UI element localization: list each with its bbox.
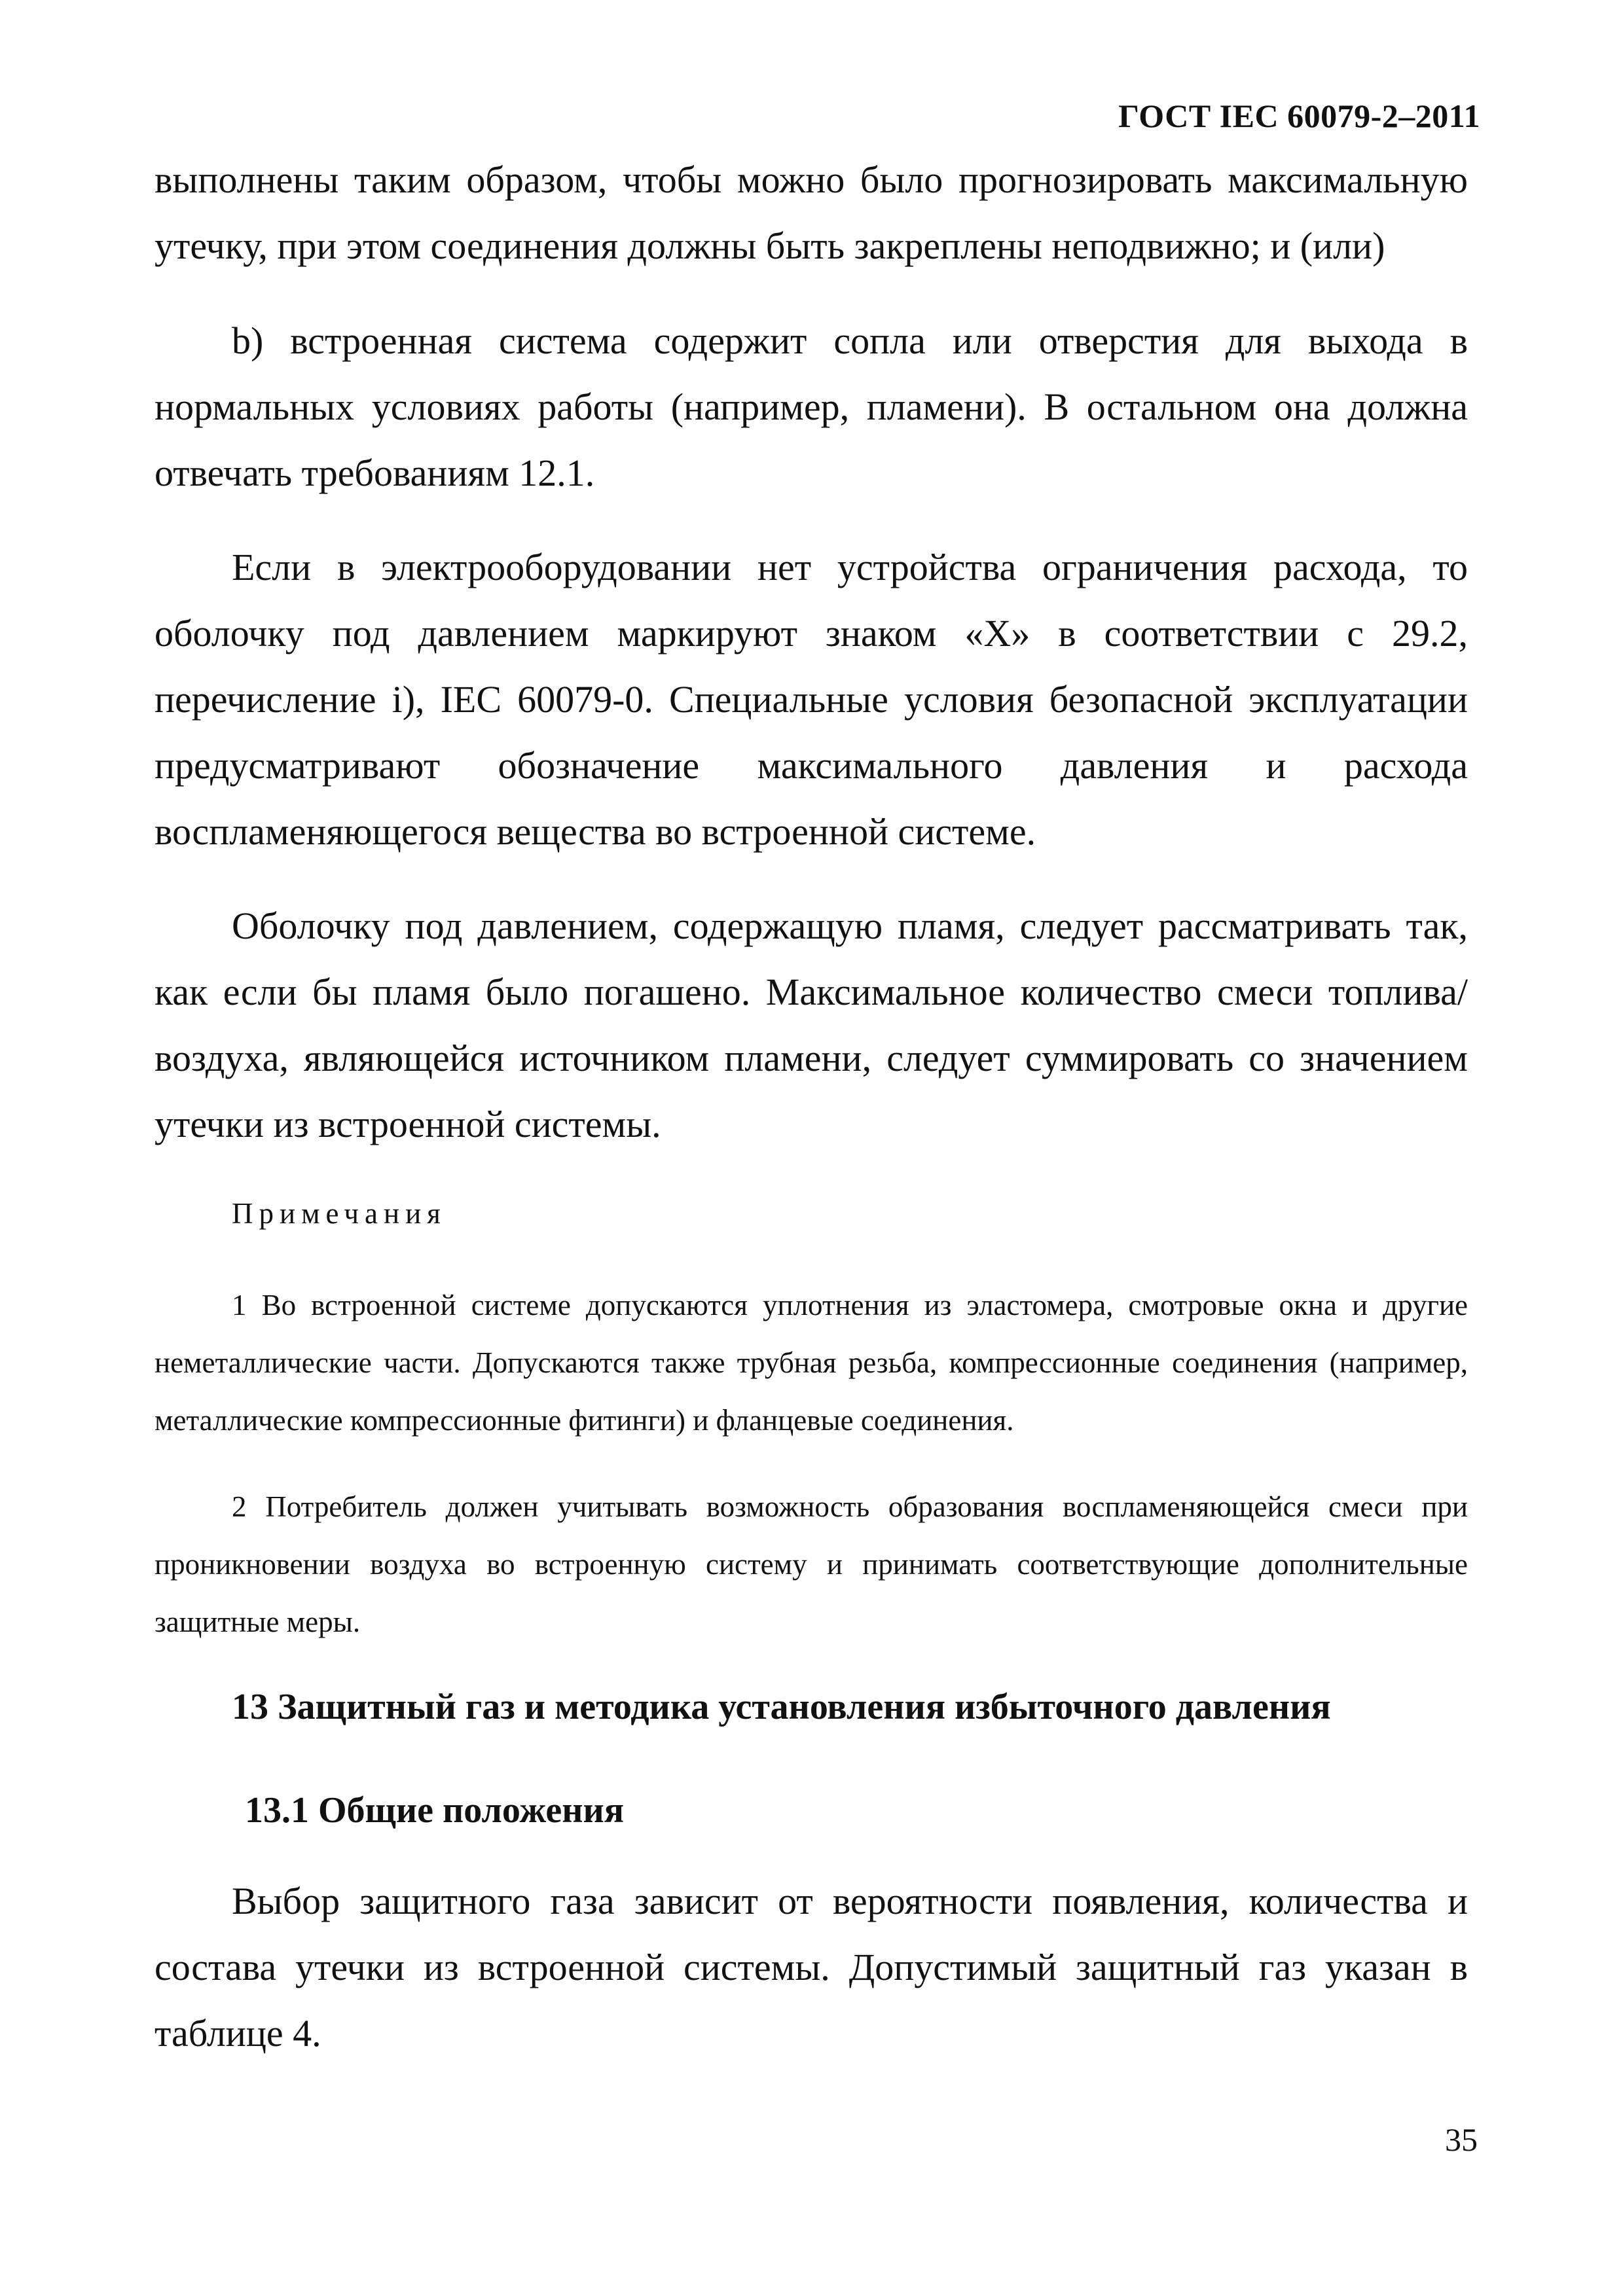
subsection-heading: 13.1 Общие положения (245, 1790, 625, 1831)
section-heading: 13 Защитный газ и методика установления избыточного давления (232, 1687, 1331, 1727)
paragraph-item-b: b) встроенная система содержит сопла или отверстия для выхода в нормальных условиях работы (например, пламени). В остальном она должна отвечать требованиям 12.1. (155, 319, 1468, 494)
paragraph-continuation: выполнены таким образом, чтобы можно было прогнозировать максимальную утечку, при этом соединения должны быть закреплены неподвижно; и (или) (155, 158, 1468, 267)
document-code-header: ГОСТ IEC 60079-2–2011 (1118, 98, 1480, 134)
paragraph-protective-gas: Выбор защитного газа зависит от вероятности появления, количества и состава утечки из встроенной системы. Допустимый защитный газ указан в таблице 4. (155, 1880, 1468, 2054)
note-1: 1 Во встроенной системе допускаются уплотнения из эластомера, смотровые окна и другие неметаллические части. Допускаются также трубная резьба, компрессионные соединения (например, металлические компрессионные фитинги) и фланцевые соединения. (155, 1289, 1468, 1437)
page-number: 35 (1445, 2121, 1478, 2158)
note-2: 2 Потребитель должен учитывать возможность образования воспламеняющейся смеси при проникновении воздуха во встроенную систему и принимать соответствующие дополнительные защитные меры. (155, 1490, 1468, 1638)
paragraph-flame-enclosure: Оболочку под давлением, содержащую пламя, следует рассматривать так, как если бы пламя было погашено. Максимальное количество смеси топлива/воздуха, являющейся источником пламени, следует суммировать со значением утечки из встроенной системы. (155, 905, 1468, 1145)
notes-title: Примечания (232, 1197, 447, 1230)
paragraph-marking-x: Если в электрооборудовании нет устройства ограничения расхода, то оболочку под давлением маркируют знаком «X» в соответствии с 29.2, перечисление i), IEC 60079-0. Специальные условия безопасной эксплуатации предусматривают обозначение максимального давления и расхода воспламеняющегося вещества во встроенной системе. (155, 546, 1468, 853)
